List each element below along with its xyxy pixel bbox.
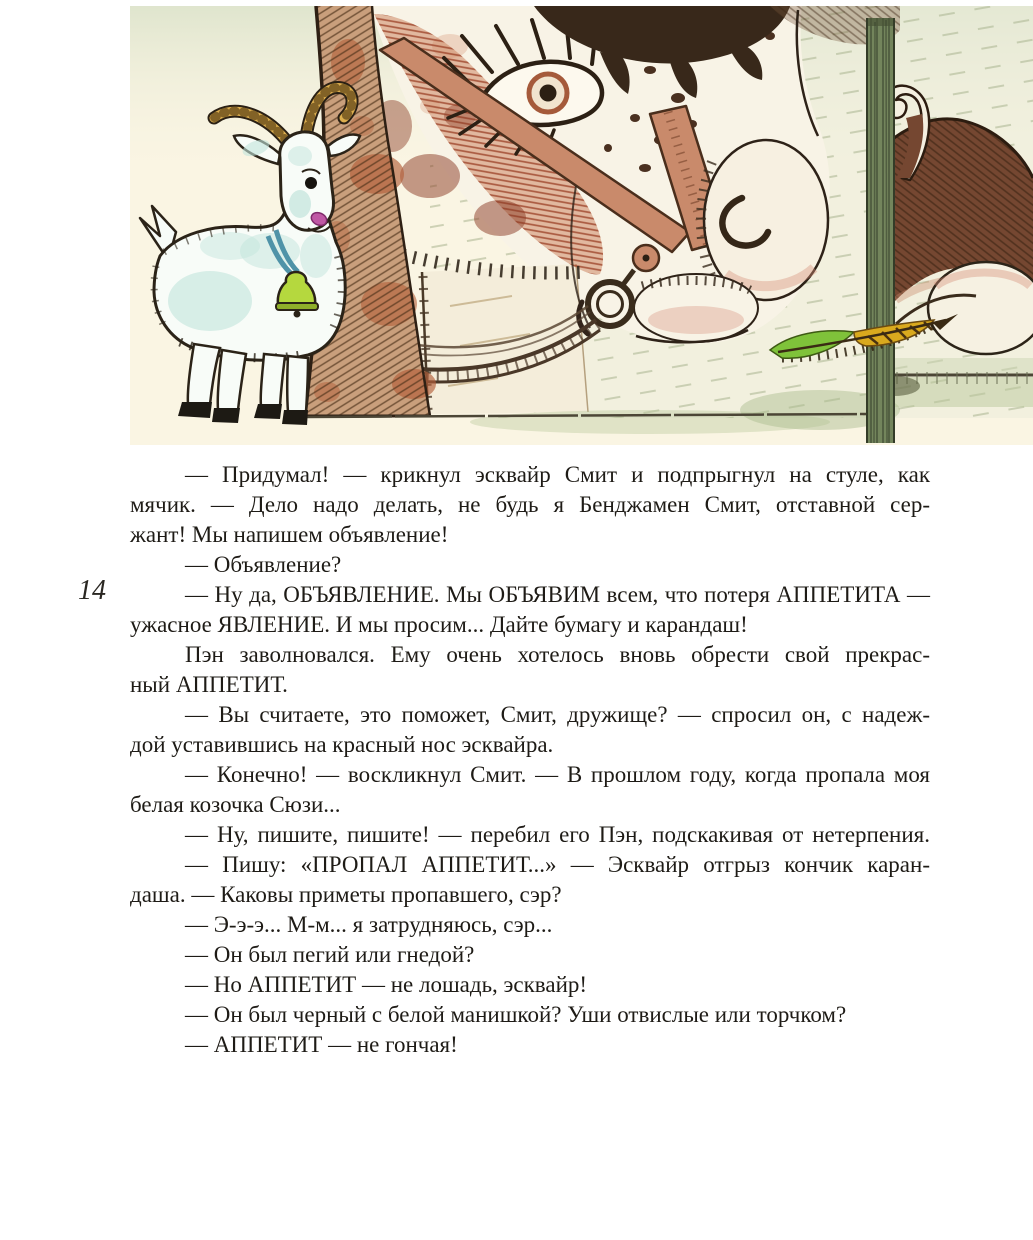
text-line: — Он был пегий или гнедой?: [185, 942, 475, 967]
story-text: [130, 460, 930, 1060]
page-number: 14: [78, 575, 106, 606]
text-line: Пэн заволновался. Ему очень хотелось вновь обрести свой прекрас-: [185, 642, 930, 667]
text-line: мячик. — Дело надо делать, не будь я Бенджамен Смит, отставной сер-: [130, 492, 930, 517]
text-line: — АППЕТИТ — не гончая!: [185, 1032, 458, 1057]
fence-post: [867, 18, 894, 443]
text-line: — Но АППЕТИТ — не лошадь, эсквайр!: [185, 972, 588, 997]
text-line: — Конечно! — воскликнул Смит. — В прошлом году, когда пропала моя: [185, 762, 930, 787]
text-line: — Объявление?: [185, 552, 342, 577]
story-illustration: [130, 6, 1033, 445]
text-line: жант! Мы напишем объявление!: [130, 522, 449, 547]
illustration-svg: [130, 6, 1033, 445]
goat-eye: [305, 177, 317, 189]
text-line: — Э-э-э... М-м... я затрудняюсь, сэр...: [185, 912, 553, 937]
text-line: белая козочка Сюзи...: [130, 792, 341, 817]
text-line: — Ну да, ОБЪЯВЛЕНИЕ. Мы ОБЪЯВИМ всем, что потеря АППЕТИТА —: [185, 582, 930, 607]
text-line: ужасное ЯВЛЕНИЕ. И мы просим... Дайте бумагу и карандаш!: [130, 612, 748, 637]
text-line: даша. — Каковы приметы пропавшего, сэр?: [130, 882, 562, 907]
text-line: ный АППЕТИТ.: [130, 672, 288, 697]
text-line: — Ну, пишите, пишите! — перебил его Пэн, подскакивая от нетерпения.: [185, 822, 930, 847]
text-line: — Вы считаете, это поможет, Смит, дружище? — спросил он, с надеж-: [185, 702, 930, 727]
text-line: — Он был черный с белой манишкой? Уши отвислые или торчком?: [185, 1002, 847, 1027]
text-line: — Придумал! — крикнул эсквайр Смит и подпрыгнул на стуле, как: [185, 462, 930, 487]
text-line: дой уставившись на красный нос эсквайра.: [130, 732, 554, 757]
text-line: — Пишу: «ПРОПАЛ АППЕТИТ...» — Эсквайр отгрыз кончик каран-: [185, 852, 930, 877]
